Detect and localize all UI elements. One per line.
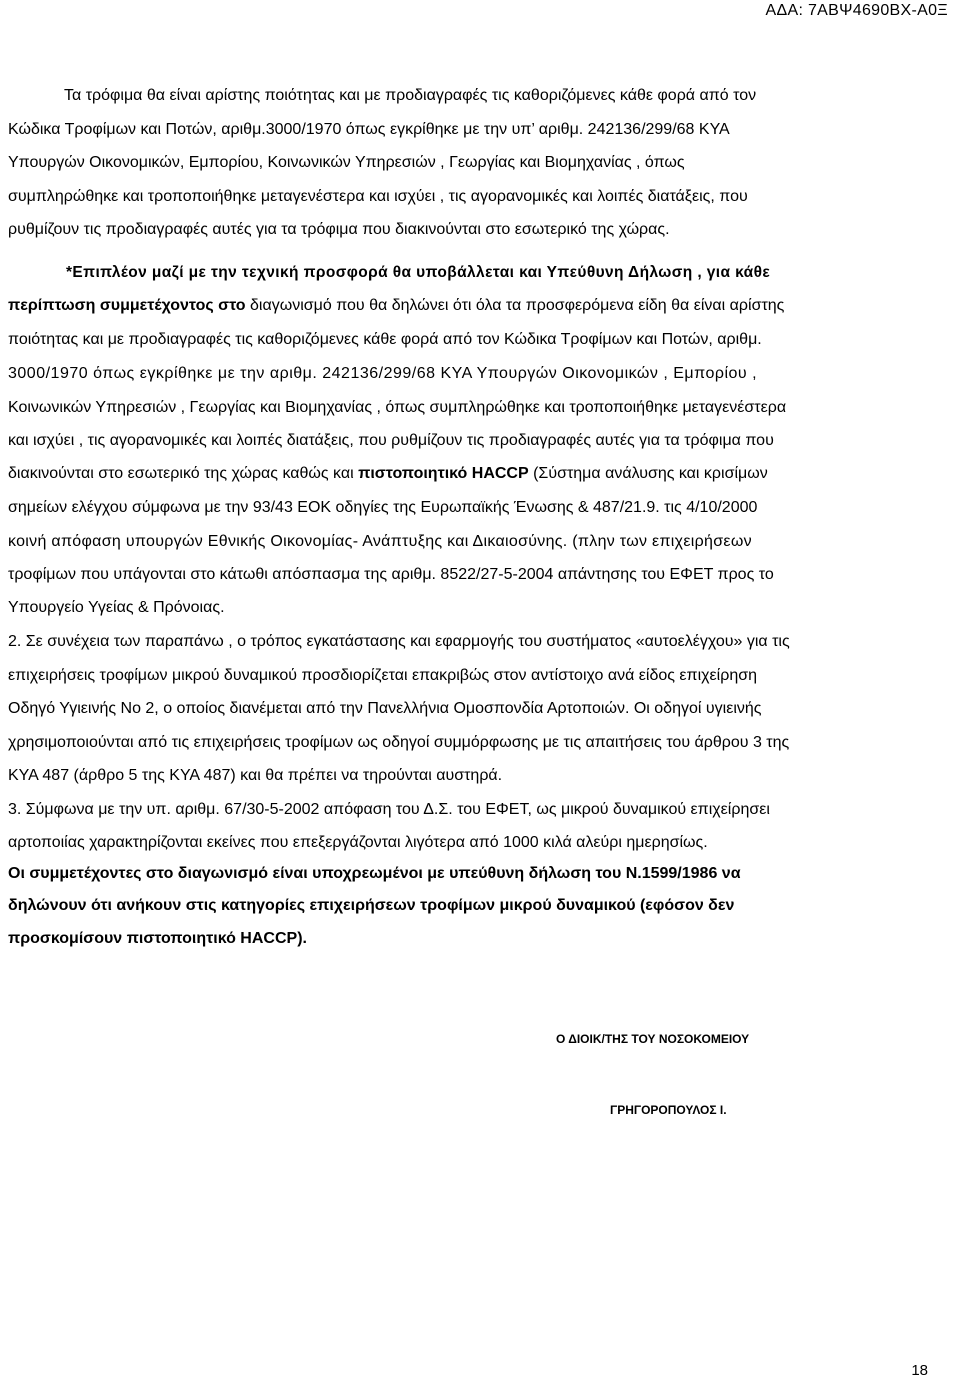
signature-name: ΓΡΗΓΟΡΟΠΟΥΛΟΣ Ι. [610, 1103, 727, 1117]
text-line: Υπουργών Οικονομικών, Εμπορίου, Κοινωνικών Υπηρεσιών , Γεωργίας και Βιομηχανίας , όπως [8, 154, 685, 171]
text-line: 3. Σύμφωνα με την υπ. αριθμ. 67/30-5-2002 απόφαση του Δ.Σ. του ΕΦΕΤ, ως μικρού δυναμικού επιχείρησει [8, 801, 770, 818]
text-line: κοινή απόφαση υπουργών Εθνικής Οικονομίας- Ανάπτυξης και Δικαιοσύνης. (πλην των επιχειρήσεων [8, 533, 752, 550]
text-line: ρυθμίζουν τις προδιαγραφές αυτές για τα τρόφιμα που διακινούνται στο εσωτερικό της χώρας. [8, 221, 670, 238]
text-line: Κοινωνικών Υπηρεσιών , Γεωργίας και Βιομηχανίας , όπως συμπληρώθηκε και τροποποιήθηκε μεταγενέστερα [8, 399, 787, 416]
text-line: Κώδικα Τροφίμων και Ποτών, αριθμ.3000/1970 όπως εγκρίθηκε με την υπ’ αριθμ. 242136/299/68 ΚΥΑ [8, 121, 730, 138]
text-line: δηλώνουν ότι ανήκουν στις κατηγορίες επιχειρήσεων τροφίμων μικρού δυναμικού (εφόσον δεν [8, 897, 735, 914]
signature-title: Ο ΔΙΟΙΚ/ΤΗΣ ΤΟΥ ΝΟΣΟΚΟΜΕΙΟΥ [556, 1032, 750, 1046]
text-line: σημείων ελέγχου σύμφωνα με την 93/43 ΕΟΚ οδηγίες της Ευρωπαϊκής Ένωσης & 487/21.9. τις 4/10/2000 [8, 499, 758, 516]
text-line: συμπληρώθηκε και τροποποιήθηκε μεταγενέστερα και ισχύει , τις αγορανομικές και λοιπές διατάξεις, που [8, 188, 748, 205]
text-span: (Σύστημα ανάλυσης και κρισίμων [528, 465, 768, 482]
text-line: προσκομίσουν πιστοποιητικό HACCP). [8, 930, 307, 947]
text-line: Τα τρόφιμα θα είναι αρίστης ποιότητας και με προδιαγραφές τις καθοριζόμενες κάθε φορά από τον [64, 87, 757, 104]
text-span: διακινούνται στο εσωτερικό της χώρας καθώς και [8, 465, 359, 482]
text-line [8, 296, 784, 316]
ada-code: ΑΔΑ: 7ΑΒΨ4690ΒΧ-Α0Ξ [765, 2, 948, 19]
text-line: ΚΥΑ 487 (άρθρο 5 της ΚΥΑ 487) και θα πρέπει να τηρούνται αυστηρά. [8, 767, 503, 784]
text-span: διαγωνισμό που θα δηλώνει ότι όλα τα προσφερόμενα είδη θα είναι αρίστης [245, 297, 785, 314]
text-line: επιχειρήσεις τροφίμων μικρού δυναμικού προσδιορίζεται επακριβώς στον αντίστοιχο ανά είδος επιχείρηση [8, 667, 757, 684]
text-line: Οι συμμετέχοντες στο διαγωνισμό είναι υποχρεωμένοι με υπεύθυνη δήλωση του Ν.1599/1986 να [8, 865, 741, 882]
text-line: 3000/1970 όπως εγκρίθηκε με την αριθμ. 242136/299/68 ΚΥΑ Υπουργών Οικονομικών , Εμπορίου , [8, 365, 758, 382]
text-line: χρησιμοποιούνται από τις επιχειρήσεις τροφίμων ως οδηγοί συμμόρφωσης με τις απαιτήσεις του άρθρου 3 της [8, 734, 790, 751]
text-line: *Επιπλέον μαζί με την τεχνική προσφορά θα υποβάλλεται και Υπεύθυνη Δήλωση , για κάθε [66, 264, 771, 281]
text-line: τροφίμων που υπάγονται στο κάτωθι απόσπασμα της αριθμ. 8522/27-5-2004 απάντησης του ΕΦΕΤ προς το [8, 566, 774, 583]
bold-text: περίπτωση συμμετέχοντος στο [8, 297, 246, 314]
text-line: Οδηγό Υγιεινής Νο 2, ο οποίος διανέμεται από την Πανελλήνια Ομοσπονδία Αρτοποιών. Οι οδηγοί υγιεινής [8, 700, 762, 717]
text-line [8, 464, 768, 484]
haccp-bold-text: πιστοποιητικό HACCP [358, 465, 529, 482]
text-line: Υπουργείο Υγείας & Πρόνοιας. [8, 599, 225, 616]
text-line: 2. Σε συνέχεια των παραπάνω , ο τρόπος εγκατάστασης και εφαρμογής του συστήματος «αυτοελέγχου» για τις [8, 633, 790, 650]
page-number: 18 [911, 1362, 928, 1379]
text-line: αρτοποιίας χαρακτηρίζονται εκείνες που επεξεργάζονται λιγότερα από 1000 κιλά αλεύρι ημερησίως. [8, 834, 708, 851]
text-line: και ισχύει , τις αγορανομικές και λοιπές διατάξεις, που ρυθμίζουν τις προδιαγραφές αυτές για τα τρόφιμα που [8, 432, 774, 449]
text-line: ποιότητας και με προδιαγραφές τις καθοριζόμενες κάθε φορά από τον Κώδικα Τροφίμων και Ποτών, αριθμ. [8, 331, 762, 348]
